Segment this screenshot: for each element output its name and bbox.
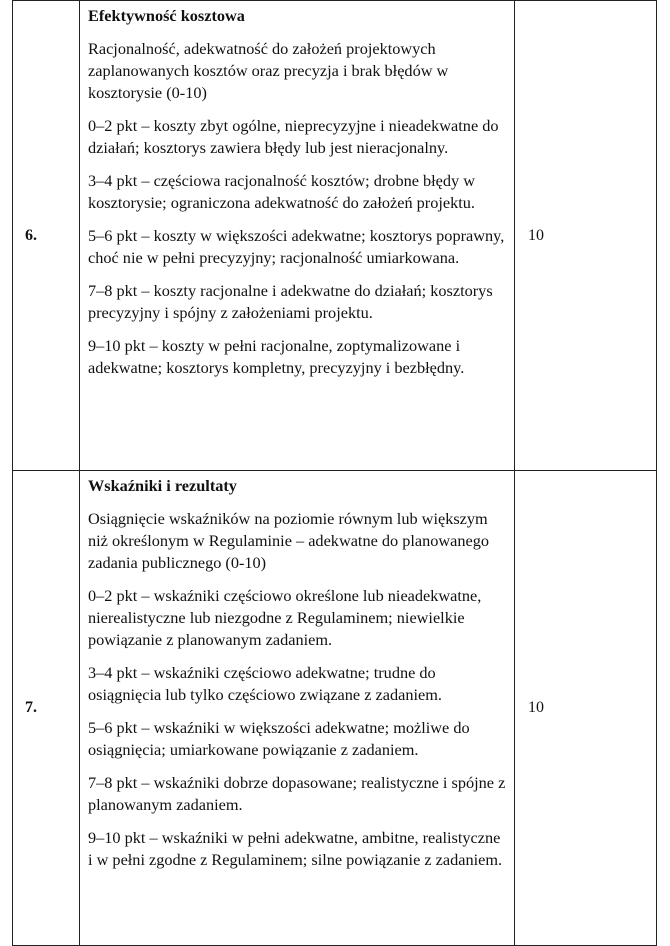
- criterion-row-6: [13, 1, 657, 471]
- scoring-band-0-2: 0–2 pkt – wskaźniki częściowo określone lub nieadekwatne, nierealistyczne lub niezgodne z Regulaminem; niewielkie powiązanie z planowanym zadaniem.: [88, 586, 482, 649]
- scoring-band-5-6: 5–6 pkt – koszty w większości adekwatne; kosztorys poprawny, choć nie w pełni precyzyjny; racjonalność umiarkowana.: [88, 226, 505, 267]
- criterion-max-points: 10: [515, 1, 657, 471]
- criterion-row-7: [13, 471, 657, 946]
- criterion-max-points: 10: [515, 471, 657, 946]
- scoring-band-9-10: 9–10 pkt – koszty w pełni racjonalne, zoptymalizowane i adekwatne; kosztorys kompletny, precyzyjny i bezbłędny.: [88, 336, 465, 377]
- scoring-band-9-10: 9–10 pkt – wskaźniki w pełni adekwatne, ambitne, realistyczne i w pełni zgodne z Regulaminem; silne powiązanie z zadaniem.: [88, 828, 503, 869]
- criterion-description: [80, 471, 515, 946]
- criteria-table: [12, 0, 657, 946]
- scoring-band-0-2: 0–2 pkt – koszty zbyt ogólne, nieprecyzyjne i nieadekwatne do działań; kosztorys zawiera błędy lub jest nieracjonalny.: [88, 116, 499, 157]
- criterion-title: Efektywność kosztowa: [88, 6, 245, 25]
- scoring-band-3-4: 3–4 pkt – wskaźniki częściowo adekwatne; trudne do osiągnięcia lub tylko częściowo związane z zadaniem.: [88, 663, 442, 704]
- scoring-band-7-8: 7–8 pkt – wskaźniki dobrze dopasowane; realistyczne i spójne z planowanym zadaniem.: [88, 773, 506, 814]
- criterion-number: 6.: [13, 1, 80, 471]
- scoring-band-7-8: 7–8 pkt – koszty racjonalne i adekwatne do działań; kosztorys precyzyjny i spójny z założeniami projektu.: [88, 281, 493, 322]
- criterion-title: Wskaźniki i rezultaty: [88, 476, 237, 495]
- criterion-description: [80, 1, 515, 471]
- criterion-intro: Osiągnięcie wskaźników na poziomie równym lub większym niż określonym w Regulaminie – adekwatne do planowanego zadania publicznego (0-10): [88, 509, 490, 572]
- scoring-band-3-4: 3–4 pkt – częściowa racjonalność kosztów; drobne błędy w kosztorysie; ograniczona adekwatność do założeń projektu.: [88, 171, 476, 212]
- scoring-band-5-6: 5–6 pkt – wskaźniki w większości adekwatne; możliwe do osiągnięcia; umiarkowane powiązanie z zadaniem.: [88, 718, 470, 759]
- criterion-intro: Racjonalność, adekwatność do założeń projektowych zaplanowanych kosztów oraz precyzja i brak błędów w kosztorysie (0-10): [88, 39, 449, 102]
- criterion-number: 7.: [13, 471, 80, 946]
